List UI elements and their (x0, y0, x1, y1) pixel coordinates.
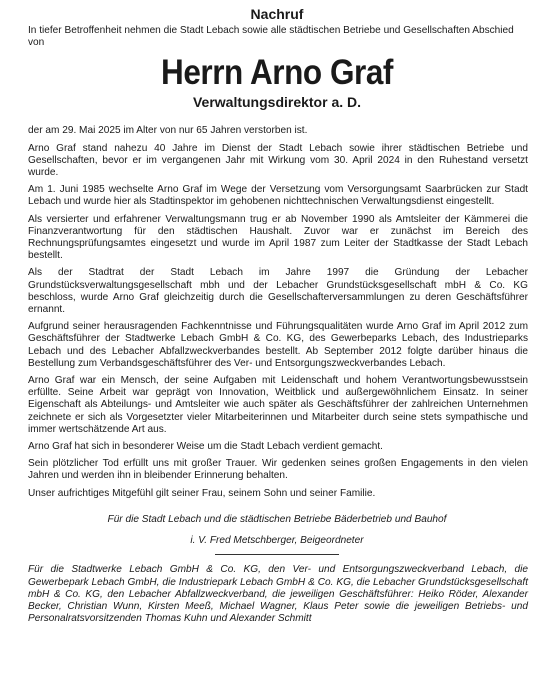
body-text (26, 125, 528, 499)
deceased-title: Verwaltungsdirektor a. D. (192, 94, 362, 111)
paragraph-character: Arno Graf war ein Mensch, der seine Aufgaben mit Leidenschaft und hohem Verantwortungsbewusstsein erfüllte. Seine Arbeit war geprägt von Innovation, Weitblick und außergewöhnlichem Einsatz. In seiner Eigenschaft als Abteilungs- und Amtsleiter wie auch später als Geschäftsführer der zahlreichen Unternehmen zeichnete er sich als Vorgesetzter vieler Mitarbeiterinnen und Mitarbeiter durch seine stets sympathische und immer wertschätzende Art aus. (28, 375, 528, 435)
paragraph-service: Arno Graf stand nahezu 40 Jahre im Dienst der Stadt Lebach sowie ihrer städtischen Betriebe und Gesellschaften, bevor er im vergangenen Jahr mit Wirkung vom 30. April 2024 in den Ruhestand versetzt wurde. (28, 142, 528, 179)
notice-heading: Nachruf (250, 6, 304, 22)
paragraph-death-date: der am 29. Mai 2025 im Alter von nur 65 Jahren verstorben ist. (28, 125, 308, 137)
signature-block: Für die Stadtwerke Lebach GmbH & Co. KG, den Ver- und Entsorgungszweckverband Lebach, die Gewerbepark Lebach GmbH, die Industriepark Lebach GmbH & Co. KG, die Lebacher Grundstücksgesellschaft mbH & Co. KG, den Lebacher Abfallzweckverband, die jeweiligen Geschäftsführer: Heiko Röder, Alexander Becker, Christian Wunn, Kirsten Meeß, Michael Wagner, Klaus Peter sowie die jeweiligen Betriebs- und Personalratsvorsitzenden Thomas Kuhn und Alexander Schmitt (28, 564, 528, 625)
paragraph-kaemmerei: Als versierter und erfahrener Verwaltungsmann trug er ab November 1990 als Amtsleiter der Kämmerei die Finanzverantwortung für den städtischen Haushalt. Zuvor war er zunächst im Bereich des Rechnungsprüfungsamtes eingesetzt und wurde im April 1987 zum Leiter der Stadtkasse der Stadt Lebach bestellt. (28, 213, 528, 262)
paragraph-condolence: Unser aufrichtiges Mitgefühl gilt seiner Frau, seinem Sohn und seiner Familie. (28, 487, 376, 499)
paragraph-merit: Arno Graf hat sich in besonderer Weise um die Stadt Lebach verdient gemacht. (28, 441, 383, 453)
paragraph-1997: Als der Stadtrat der Stadt Lebach im Jahre 1997 die Gründung der Lebacher Grundstücksverwaltungsgesellschaft mbh und der Lebacher Grundstücksgesellschaft mbH & Co. KG beschloss, wurde Arno Graf gleichzeitig durch die Gesellschafterversammlungen zu deren Geschäftsführer ernannt. (28, 267, 528, 316)
paragraph-1985: Am 1. Juni 1985 wechselte Arno Graf im Wege der Versetzung vom Versorgungsamt Saarbrücken zur Stadt Lebach und wurde hier als Stadtinspektor im gehobenen nichttechnischen Verwaltungsdienst eingestellt. (28, 184, 528, 208)
deceased-name: Herrn Arno Graf (161, 53, 393, 93)
closing-line: Für die Stadt Lebach und die städtischen Betriebe Bäderbetrieb und Bauhof (107, 513, 447, 525)
signatory: i. V. Fred Metschberger, Beigeordneter (190, 535, 364, 547)
intro-text: In tiefer Betroffenheit nehmen die Stadt Lebach sowie alle städtischen Betriebe und Gesellschaften Abschied von (28, 25, 514, 49)
paragraph-2012: Aufgrund seiner herausragenden Fachkenntnisse und Führungsqualitäten wurde Arno Graf im April 2012 zum Geschäftsführer der Stadtwerke Lebach GmbH & Co. KG, des Gewerbeparks Lebach, des Industrieparks Lebach und des Lebacher Abfallzweckverbandes bestellt. Ab September 2012 folgte darüber hinaus die Bestellung zum Verbandsgeschäftsführer des Ver- und Entsorgungszweckverbandes Lebach. (28, 321, 528, 369)
divider (215, 554, 339, 555)
paragraph-grief: Sein plötzlicher Tod erfüllt uns mit großer Trauer. Wir gedenken seines großen Engagements in den vielen Jahren und werden ihn in bleibender Erinnerung behalten. (28, 458, 528, 482)
